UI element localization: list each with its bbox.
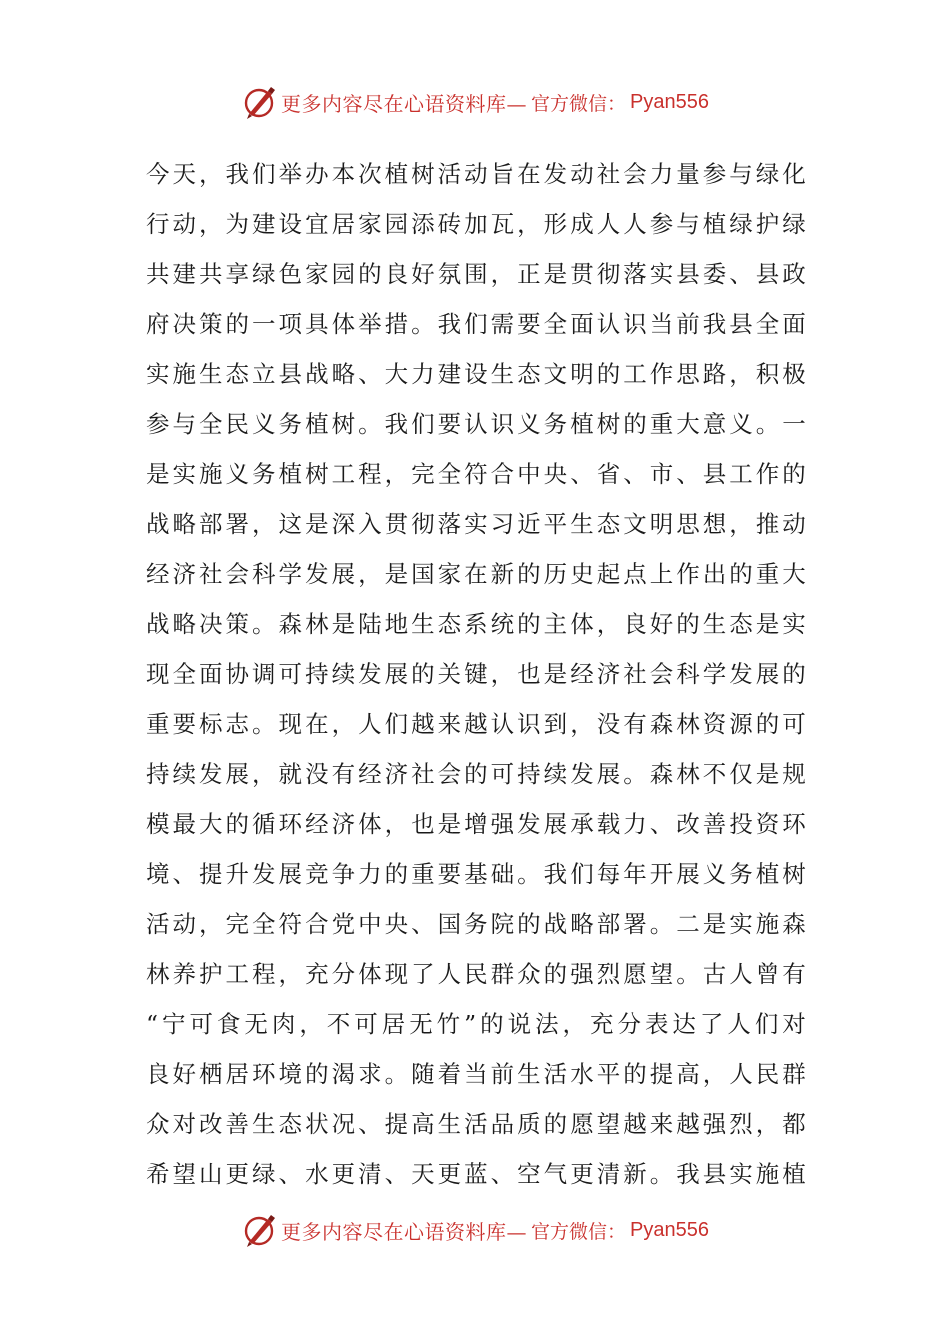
banner-text: 更多内容尽在心语资料库—	[281, 91, 527, 116]
wechat-id: Pyan556	[630, 90, 709, 113]
text-line: 是实施义务植树工程，完全符合中央、省、市、县工作的	[146, 460, 806, 488]
text-line: 境、提升发展竞争力的重要基础。我们每年开展义务植树	[146, 860, 806, 888]
text-line: 战略部署，这是深入贯彻落实习近平生态文明思想，推动	[146, 510, 806, 538]
text-line: 活动，完全符合党中央、国务院的战略部署。二是实施森	[146, 910, 806, 938]
wechat-label: 官方微信：	[531, 1220, 627, 1243]
banner-text: 更多内容尽在心语资料库—	[281, 1219, 527, 1244]
footer-watermark-banner	[0, 1210, 950, 1250]
wechat-label: 官方微信：	[531, 92, 627, 115]
text-line: 参与全民义务植树。我们要认识义务植树的重大意义。一	[146, 410, 806, 438]
wechat-id: Pyan556	[630, 1218, 709, 1241]
document-body	[146, 149, 806, 1199]
pen-in-circle-logo-icon	[241, 84, 277, 120]
text-line: 林养护工程，充分体现了人民群众的强烈愿望。古人曾有	[146, 960, 806, 988]
text-line: 现全面协调可持续发展的关键，也是经济社会科学发展的	[146, 660, 806, 688]
pen-in-circle-logo-icon	[241, 1212, 277, 1248]
text-line: 经济社会科学发展，是国家在新的历史起点上作出的重大	[146, 560, 806, 588]
text-line: 行动，为建设宜居家园添砖加瓦，形成人人参与植绿护绿	[146, 210, 806, 238]
text-line: 今天，我们举办本次植树活动旨在发动社会力量参与绿化	[146, 160, 806, 188]
text-line: 实施生态立县战略、大力建设生态文明的工作思路，积极	[146, 360, 806, 388]
text-line: 持续发展，就没有经济社会的可持续发展。森林不仅是规	[146, 760, 806, 788]
header-watermark-banner	[0, 82, 950, 122]
text-line: 良好栖居环境的渴求。随着当前生活水平的提高，人民群	[146, 1060, 806, 1088]
text-line: 府决策的一项具体举措。我们需要全面认识当前我县全面	[146, 310, 806, 338]
text-line: 希望山更绿、水更清、天更蓝、空气更清新。我县实施植	[146, 1160, 806, 1188]
text-line: 众对改善生态状况、提高生活品质的愿望越来越强烈，都	[146, 1110, 806, 1138]
text-line: 战略决策。森林是陆地生态系统的主体，良好的生态是实	[146, 610, 806, 638]
text-line: 模最大的循环经济体，也是增强发展承载力、改善投资环	[146, 810, 806, 838]
text-line: 重要标志。现在，人们越来越认识到，没有森林资源的可	[146, 710, 806, 738]
text-line: “宁可食无肉，不可居无竹”的说法，充分表达了人们对	[146, 1010, 806, 1038]
text-line: 共建共享绿色家园的良好氛围，正是贯彻落实县委、县政	[146, 260, 806, 288]
